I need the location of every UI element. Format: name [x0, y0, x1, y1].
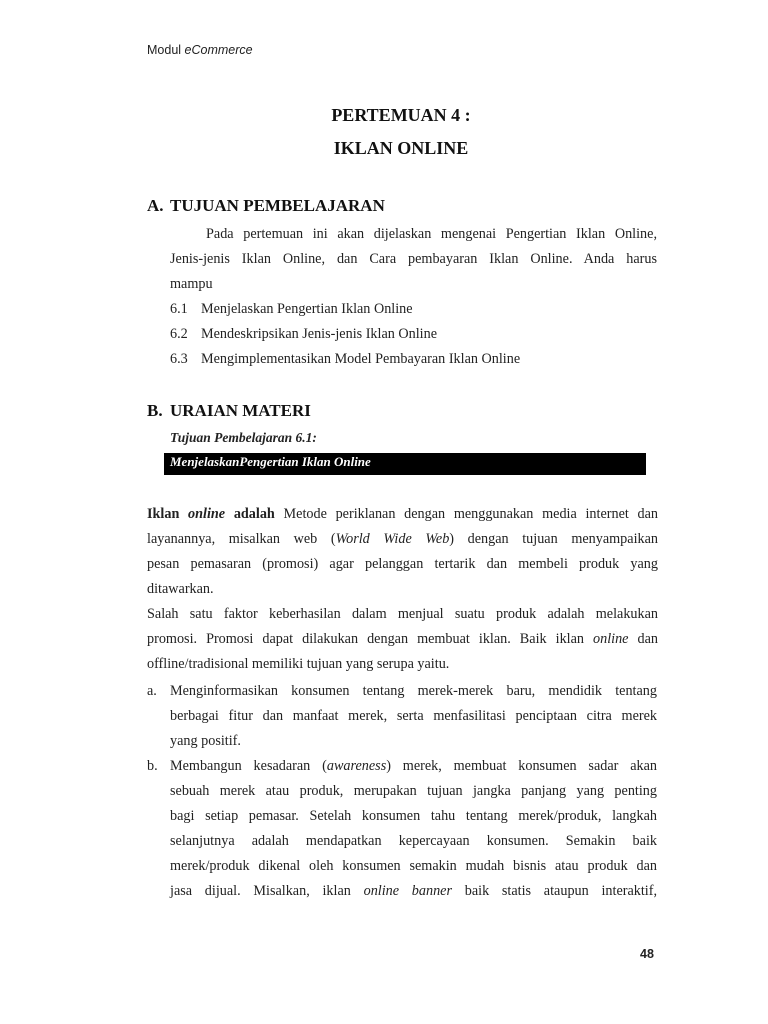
paragraph-line: pesan pemasaran (promosi) agar pelanggan tertarik dan membeli produk yang [147, 556, 658, 572]
intro-line-2: Jenis-jenis Iklan Online, dan Cara pembayaran Iklan Online. Anda harus [170, 251, 657, 267]
section-a-number: A. [147, 196, 164, 215]
objective-text: Menjelaskan Pengertian Iklan Online [201, 301, 413, 317]
list-line: Membangun kesadaran (awareness) merek, membuat konsumen sadar akan [170, 758, 657, 774]
section-b-title: URAIAN MATERI [170, 401, 311, 420]
objective-item [170, 350, 520, 368]
list-line: Menginformasikan konsumen tentang merek-merek baru, mendidik tentang [170, 683, 657, 699]
paragraph-line: Iklan online adalah Metode periklanan dengan menggunakan media internet dan [147, 506, 658, 522]
intro-line-3: mampu [170, 276, 213, 292]
learning-goal-subheading: Tujuan Pembelajaran 6.1: [170, 430, 317, 445]
paragraph-line: layanannya, misalkan web (World Wide Web) dengan tujuan menyampaikan [147, 531, 658, 547]
section-a-heading [147, 196, 385, 216]
page-number: 48 [640, 947, 654, 961]
paragraph-line: ditawarkan. [147, 581, 214, 597]
list-line: jasa dijual. Misalkan, iklan online banner baik statis ataupun interaktif, [170, 883, 658, 899]
list-line: berbagai fitur dan manfaat merek, serta menfasilitasi penciptaan citra merek [170, 708, 657, 724]
intro-line-1: Pada pertemuan ini akan dijelaskan mengenai Pengertian Iklan Online, [206, 226, 657, 242]
list-line: yang positif. [170, 733, 241, 749]
paragraph-line: promosi. Promosi dapat dilakukan dengan membuat iklan. Baik iklan online dan [147, 631, 658, 647]
list-marker-b: b. [147, 758, 158, 774]
list-line: selanjutnya adalah mendapatkan kepercayaan konsumen. Semakin baik [170, 833, 657, 849]
list-line: bagi setiap pemasar. Setelah konsumen tahu tentang merek/produk, langkah [170, 808, 657, 824]
list-marker-a: a. [147, 683, 157, 699]
header-prefix: Modul [147, 43, 182, 57]
objective-number: 6.2 [170, 326, 188, 342]
objective-text: Mengimplementasikan Model Pembayaran Iklan Online [201, 351, 521, 367]
objective-item [170, 300, 413, 318]
objective-number: 6.1 [170, 301, 188, 317]
running-header [147, 43, 253, 57]
title-line-2: IKLAN ONLINE [333, 138, 469, 158]
objective-number: 6.3 [170, 351, 188, 367]
list-line: merek/produk dikenal oleh konsumen semakin mudah bisnis atau produk dan [170, 858, 657, 874]
objective-item [170, 325, 437, 343]
header-italic: eCommerce [184, 43, 253, 57]
list-line: sebuah merek atau produk, merupakan tujuan jangka panjang yang penting [170, 783, 657, 799]
section-b-heading [147, 401, 311, 421]
section-b-number: B. [147, 401, 163, 420]
title-line-1: PERTEMUAN 4 : [331, 105, 471, 125]
paragraph-line: Salah satu faktor keberhasilan dalam menjual suatu produk adalah melakukan [147, 606, 658, 622]
objective-text: Mendeskripsikan Jenis-jenis Iklan Online [201, 326, 438, 342]
paragraph-line: offline/tradisional memiliki tujuan yang serupa yaitu. [147, 656, 450, 672]
learning-goal-banner: MenjelaskanPengertian Iklan Online [164, 453, 646, 475]
section-a-title: TUJUAN PEMBELAJARAN [170, 196, 385, 215]
